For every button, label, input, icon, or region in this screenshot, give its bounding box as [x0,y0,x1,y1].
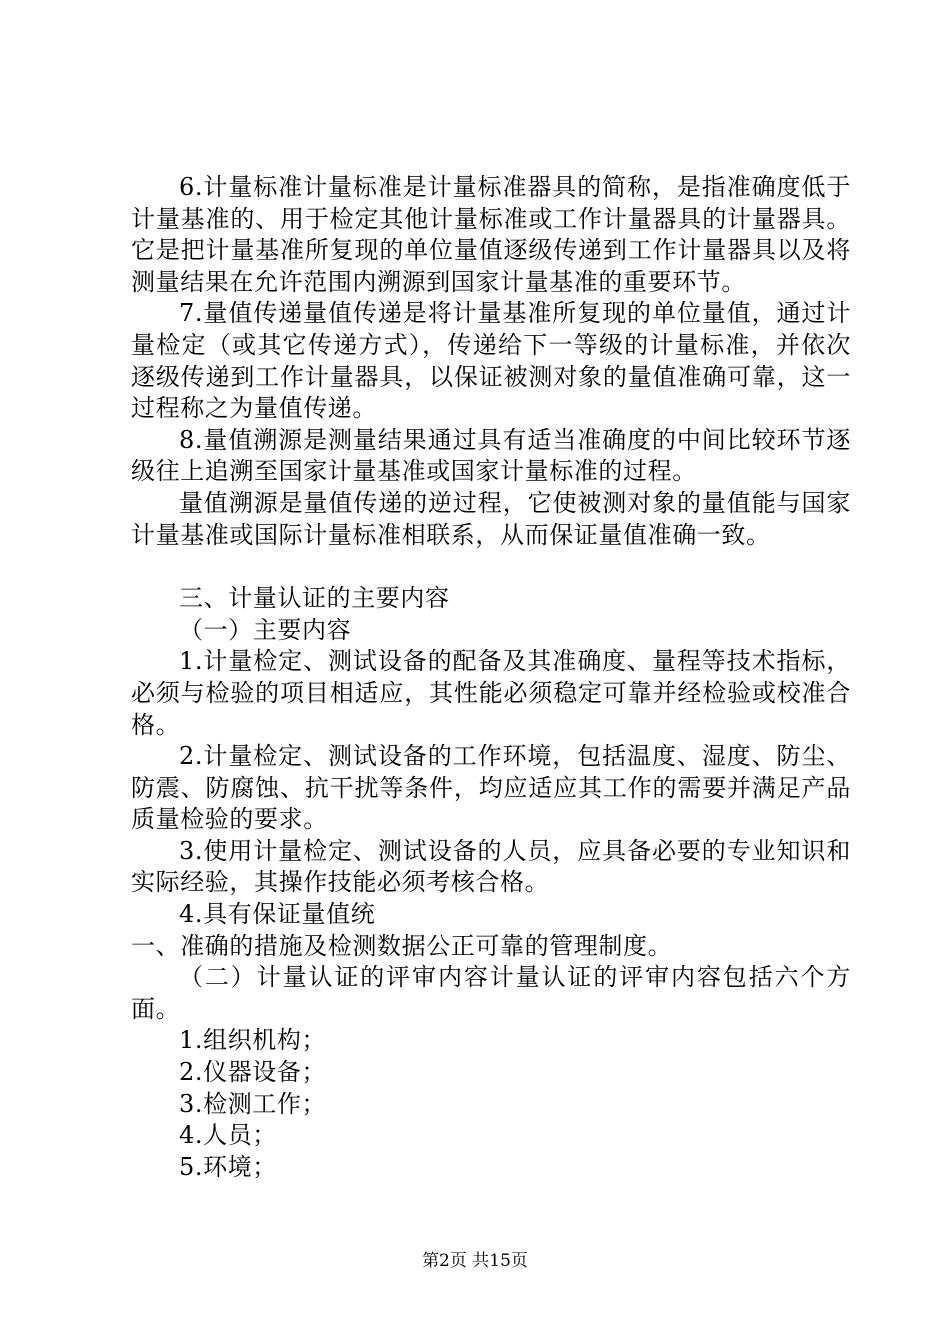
document-body [131,172,851,1183]
paragraph-value-transfer: 7.量值传递量值传递是将计量基准所复现的单位量值，通过计量检定（或其它传递方式），传递给下一等级的计量标准，并依次逐级传递到工作计量器具，以保证被测对象的量值准确可靠，这一过程称之为量值传递。 [131,299,851,423]
list-item: 3.使用计量检定、测试设备的人员，应具备必要的专业知识和实际经验，其操作技能必须考核合格。 [131,836,851,897]
paragraph-traceability: 8.量值溯源是测量结果通过具有适当准确度的中间比较环节逐级往上追溯至国家计量基准或国家计量标准的过程。 [131,425,851,486]
paragraph-traceability-inverse: 量值溯源是量值传递的逆过程，它使被测对象的量值能与国家计量基准或国际计量标准相联系，从而保证量值准确一致。 [131,488,851,549]
list-item: 4.具有保证量值统 [179,900,376,929]
list-item: 4.人员； [179,1121,277,1150]
list-item: 2.仪器设备； [179,1058,327,1087]
list-item: 5.环境； [179,1152,277,1181]
list-item: 1.计量检定、测试设备的配备及其准确度、量程等技术指标，必须与检验的项目相适应，其性能必须稳定可靠并经检验或校准合格。 [131,647,851,739]
subsection-heading: （二）计量认证的评审内容计量认证的评审内容包括六个方面。 [131,963,851,1023]
section-gap [131,551,851,583]
list-item: 1.组织机构； [179,1026,327,1055]
page-footer: 第2页 共15页 [422,1251,528,1271]
list-item: 3.检测工作； [179,1089,327,1118]
list-item: 2.计量检定、测试设备的工作环境，包括温度、湿度、防尘、防震、防腐蚀、抗干扰等条件，均应适应其工作的需要并满足产品质量检验的要求。 [131,742,851,834]
paragraph-measurement-standard: 6.计量标准计量标准是计量标准器具的简称，是指准确度低于计量基准的、用于检定其他计量标准或工作计量器具的计量器具。它是把计量基准所复现的单位量值逐级传递到工作计量器具以及将测量结果在允许范围内溯源到国家计量基准的重要环节。 [131,173,851,296]
section-heading: 三、计量认证的主要内容 [179,584,450,613]
list-item-continuation: 一、准确的措施及检测数据公正可靠的管理制度。 [131,931,673,960]
subsection-heading: （一）主要内容 [179,615,352,644]
